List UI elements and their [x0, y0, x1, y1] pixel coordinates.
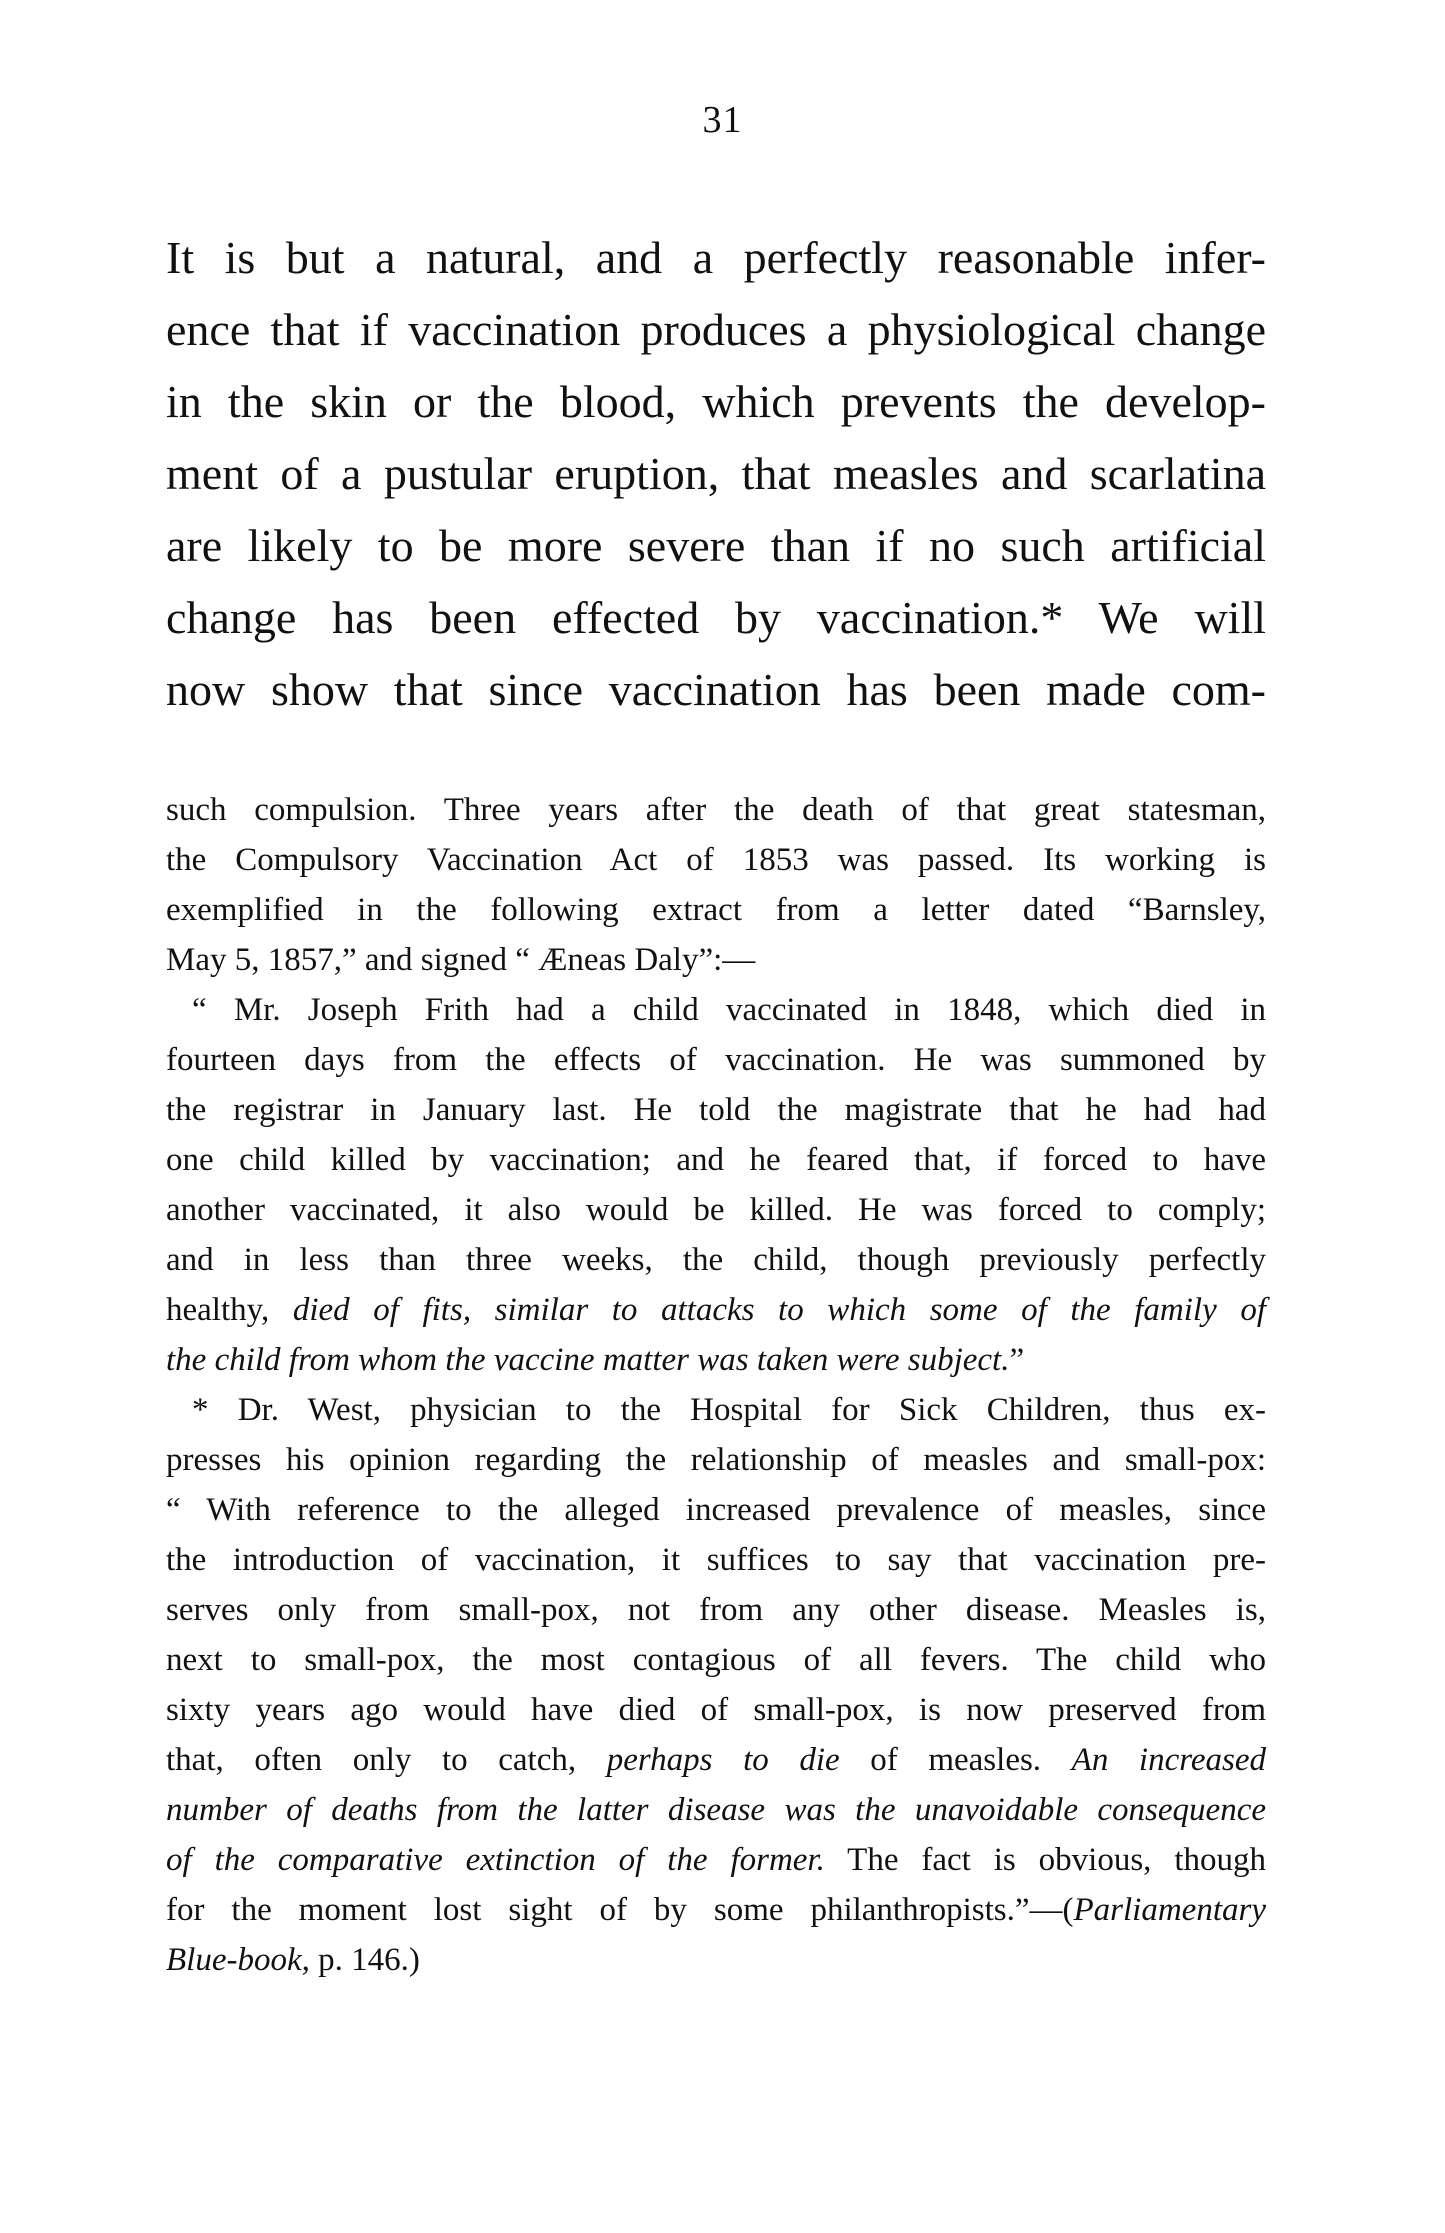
page-number: 31: [702, 99, 743, 141]
footnote-line: and in less than three weeks, the child, though previously perfectly: [166, 1242, 1266, 1278]
footnote-italic-text: number of deaths from the latter disease was the unavoidable consequence: [166, 1792, 1266, 1828]
footnote-line: [166, 1885, 1266, 1935]
footnote-line: * Dr. West, physician to the Hospital for Sick Children, thus ex-: [192, 1392, 1266, 1428]
footnote-text: of measles.: [839, 1742, 1072, 1778]
footnote-line: serves only from small-pox, not from any other disease. Measles is,: [166, 1592, 1266, 1628]
footnote-line: exemplified in the following extract from a letter dated “Barnsley,: [166, 892, 1266, 928]
footnote-italic-text: the child from whom the vaccine matter was taken were subject.: [166, 1342, 1010, 1378]
body-line: are likely to be more severe than if no such artificial: [166, 520, 1266, 571]
body-line: ence that if vaccination produces a physiological change: [166, 304, 1266, 355]
footnote-italic-text: perhaps to die: [606, 1742, 840, 1778]
body-line: ment of a pustular eruption, that measles and scarlatina: [166, 448, 1266, 499]
footnote-line: [166, 1335, 1266, 1385]
footnote-line: [166, 1935, 1266, 1985]
body-line: in the skin or the blood, which prevents the develop-: [166, 376, 1266, 427]
footnote-line: the introduction of vaccination, it suffices to say that vaccination pre-: [166, 1542, 1266, 1578]
body-line: now show that since vaccination has been made com-: [166, 664, 1266, 715]
footnote-italic-text: An increased: [1071, 1742, 1266, 1778]
footnote-line: one child killed by vaccination; and he feared that, if forced to have: [166, 1142, 1266, 1178]
footnote-line: [166, 1285, 1266, 1335]
footnote-line: “ Mr. Joseph Frith had a child vaccinated in 1848, which died in: [192, 992, 1266, 1028]
footnote-line: another vaccinated, it also would be killed. He was forced to comply;: [166, 1192, 1266, 1228]
footnote-line: the Compulsory Vaccination Act of 1853 was passed. Its working is: [166, 842, 1266, 878]
footnote-line: such compulsion. Three years after the death of that great statesman,: [166, 792, 1266, 828]
body-paragraph: [166, 222, 1266, 726]
footnote-text: that, often only to catch,: [166, 1742, 607, 1778]
footnote-line: [166, 1785, 1266, 1835]
footnote-line: presses his opinion regarding the relationship of measles and small-pox:: [166, 1442, 1266, 1478]
footnote-line: sixty years ago would have died of small-pox, is now preserved from: [166, 1692, 1266, 1728]
footnote-text: The fact is obvious, though: [824, 1842, 1266, 1878]
footnote-line: [166, 1835, 1266, 1885]
footnote-italic-text: Parliamentary: [1073, 1892, 1266, 1928]
footnote-line: [166, 1735, 1266, 1785]
footnote-italic-text: died of fits, similar to attacks to which some of the family of: [292, 1292, 1266, 1328]
footnote-text: p. 146.): [309, 1942, 420, 1978]
footnote-block: [166, 785, 1266, 1985]
body-line: change has been effected by vaccination.* We will: [166, 592, 1266, 643]
footnote-italic-text: Blue-book,: [166, 1942, 310, 1978]
footnote-line: “ With reference to the alleged increased prevalence of measles, since: [166, 1492, 1266, 1528]
footnote-line: next to small-pox, the most contagious of all fevers. The child who: [166, 1642, 1266, 1678]
footnote-text: for the moment lost sight of by some philanthropists.”—(: [166, 1892, 1074, 1928]
footnote-text: healthy,: [166, 1292, 293, 1328]
footnote-line: the registrar in January last. He told the magistrate that he had had: [166, 1092, 1266, 1128]
footnote-line: fourteen days from the effects of vaccination. He was summoned by: [166, 1042, 1266, 1078]
footnote-italic-text: of the comparative extinction of the former.: [166, 1842, 825, 1878]
footnote-text: ”: [1009, 1342, 1025, 1378]
footnote-line: May 5, 1857,” and signed “ Æneas Daly”:—: [166, 942, 756, 978]
body-line: It is but a natural, and a perfectly reasonable infer-: [166, 232, 1266, 283]
